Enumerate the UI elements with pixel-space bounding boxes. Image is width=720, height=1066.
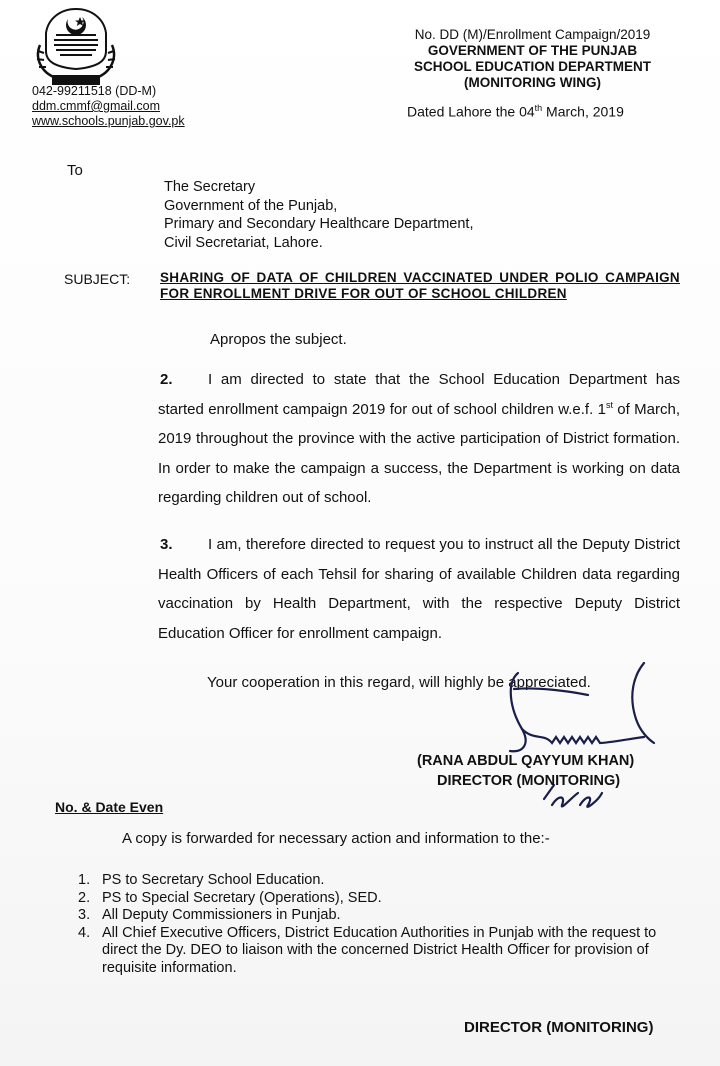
closing-line: Your cooperation in this regard, will highly be appreciated. [207, 674, 591, 691]
footer-director-title: DIRECTOR (MONITORING) [464, 1019, 654, 1036]
addressee-line: Civil Secretariat, Lahore. [164, 234, 323, 251]
email-link[interactable]: ddm.cmmf@gmail.com [32, 99, 160, 113]
list-item: 3. All Deputy Commissioners in Punjab. [78, 907, 341, 923]
subject-text: SHARING OF DATA OF CHILDREN VACCINATED UNDER POLIO CAMPAIGN FOR ENROLLMENT DRIVE FOR OUT OF SCHOOL CHILDREN [160, 270, 680, 301]
punjab-emblem-icon [30, 5, 122, 89]
government-line: GOVERNMENT OF THE PUNJAB [427, 43, 638, 58]
copy-forward-line: A copy is forwarded for necessary action and information to the:- [122, 830, 550, 847]
dated-line: Dated Lahore the 04th March, 2019 [407, 103, 624, 120]
contact-block [32, 84, 185, 129]
copy-list [78, 872, 683, 977]
website-link[interactable]: www.schools.punjab.gov.pk [32, 114, 185, 128]
list-item: 4. All Chief Executive Officers, District Education Authorities in Punjab with the request to direct the Dy. DEO to liaison with the concerned District Health Officer for provision of requisite information. [78, 924, 657, 976]
list-item: 1. PS to Secretary School Education. [78, 872, 325, 888]
apropos-line: Apropos the subject. [210, 331, 347, 348]
subject-label: SUBJECT: [64, 271, 131, 287]
signatory-name: (RANA ABDUL QAYYUM KHAN) [417, 753, 635, 769]
list-item: 2. PS to Special Secretary (Operations), SED. [78, 889, 382, 906]
signature-icon [448, 655, 678, 815]
date-even-label: No. & Date Even [55, 799, 164, 815]
paragraph-2: 2. I am directed to state that the School Education Department has started enrollment campaign 2019 for out of school children w.e.f. 1st of March, 2019 throughout the province with the active participation of District formation. In order to make the campaign a success, the Department is working on data regarding children out of school. [158, 365, 680, 513]
addressee-block [164, 178, 473, 252]
paragraph-number: 2. [160, 371, 173, 388]
paragraph-3: 3. I am, therefore directed to request you to instruct all the Deputy District Health Officers of each Tehsil for sharing of available Children data regarding vaccination by Health Department, with the respective Deputy District Education Officer for enrollment campaign. [158, 530, 680, 648]
wing-line: (MONITORING WING) [464, 75, 601, 90]
paragraph-number: 3. [160, 536, 173, 553]
addressee-line: The Secretary [164, 179, 256, 195]
phone-number: 042-99211518 (DD-M) [32, 84, 157, 98]
signatory-title: DIRECTOR (MONITORING) [437, 773, 621, 789]
reference-number: No. DD (M)/Enrollment Campaign/2019 [414, 27, 651, 42]
department-line: SCHOOL EDUCATION DEPARTMENT [413, 59, 651, 74]
addressee-line: Government of the Punjab, [164, 197, 338, 214]
letterhead-title [380, 27, 685, 91]
to-label: To [67, 162, 83, 179]
addressee-line: Primary and Secondary Healthcare Department, [164, 216, 474, 232]
